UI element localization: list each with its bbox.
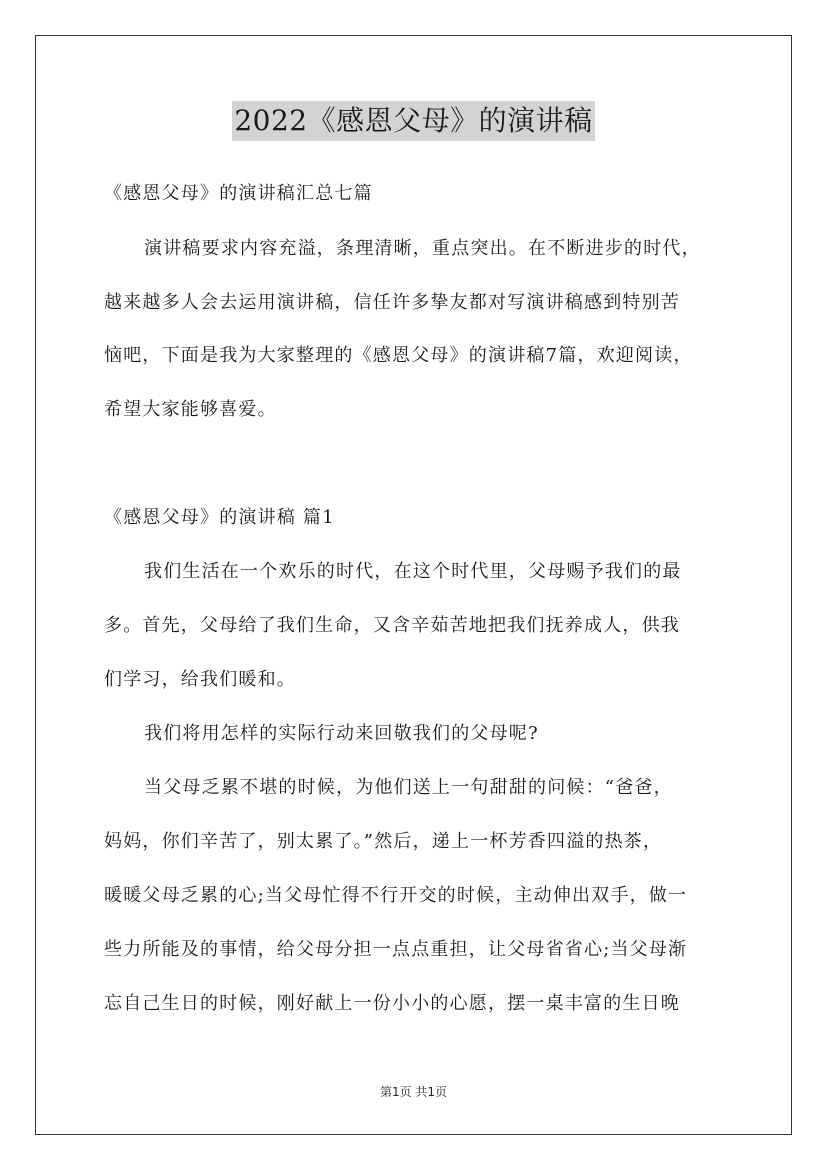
paragraph-line: 越来越多人会去运用演讲稿，信任许多挚友都对写演讲稿感到特别苦 [104, 292, 680, 313]
paragraph-line: 妈妈，你们辛苦了，别太累了。”然后，递上一杯芳香四溢的热茶， [104, 831, 663, 852]
paragraph-line: 希望大家能够喜爱。 [104, 399, 277, 420]
paragraph-line: 们学习，给我们暖和。 [104, 669, 296, 690]
paragraph-line: 我们生活在一个欢乐的时代，在这个时代里，父母赐予我们的最 [144, 561, 682, 582]
section-heading: 《感恩父母》的演讲稿 篇1 [104, 507, 335, 528]
paragraph-line: 当父母乏累不堪的时候，为他们送上一句甜甜的问候：“爸爸， [144, 777, 673, 798]
paragraph-line: 我们将用怎样的实际行动来回敬我们的父母呢? [144, 723, 539, 744]
subtitle-line: 《感恩父母》的演讲稿汇总七篇 [104, 183, 373, 204]
document-title: 2022《感恩父母》的演讲稿 [0, 100, 827, 141]
paragraph-line: 忘自己生日的时候，刚好献上一份小小的心愿，摆一桌丰富的生日晚 [104, 993, 680, 1014]
paragraph-line: 多。首先，父母给了我们生命，又含辛茹苦地把我们抚养成人，供我 [104, 615, 680, 636]
page-number: 第1页 共1页 [379, 1085, 448, 1099]
paragraph-line: 恼吧，下面是我为大家整理的《感恩父母》的演讲稿7篇，欢迎阅读， [104, 345, 693, 366]
paragraph-line: 演讲稿要求内容充溢，条理清晰，重点突出。在不断进步的时代， [144, 238, 701, 259]
paragraph-line: 些力所能及的事情，给父母分担一点点重担，让父母省省心;当父母渐 [104, 939, 688, 960]
paragraph-line: 暖暖父母乏累的心;当父母忙得不行开交的时候，主动伸出双手，做一 [104, 885, 688, 906]
